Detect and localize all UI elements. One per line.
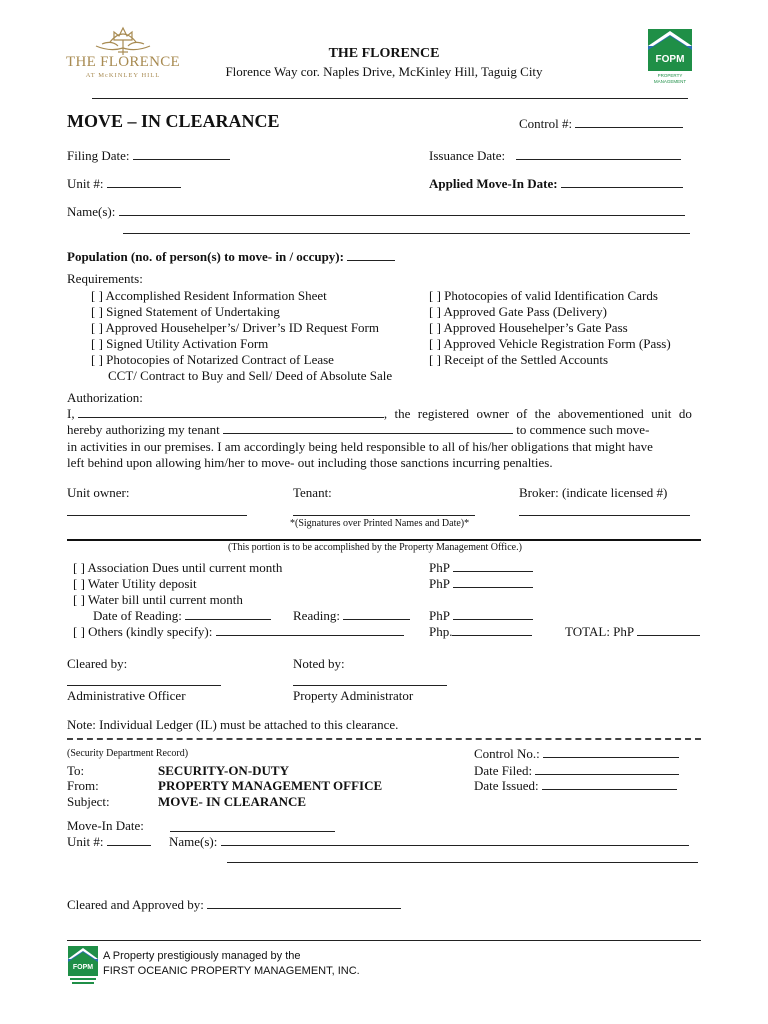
names-label: Name(s): xyxy=(67,204,116,219)
noted-by-line[interactable] xyxy=(293,685,447,686)
signatures-note: *(Signatures over Printed Names and Date)* xyxy=(290,518,470,529)
req-right-4[interactable]: [ ] Receipt of the Settled Accounts xyxy=(429,352,609,367)
auth-line-1 xyxy=(67,406,701,422)
filing-date-line[interactable] xyxy=(133,148,230,160)
cleared-approved-field[interactable] xyxy=(67,897,401,913)
php-field-1[interactable] xyxy=(429,560,533,576)
filing-date-field[interactable] xyxy=(67,148,230,164)
water-bill-item[interactable]: [ ] Water bill until current month xyxy=(73,592,243,607)
php-field-2[interactable] xyxy=(429,576,533,592)
issuance-date-line[interactable] xyxy=(516,148,681,160)
subject-value: MOVE- IN CLEARANCE xyxy=(158,794,307,809)
unit-line[interactable] xyxy=(107,176,181,188)
cleared-approved-line[interactable] xyxy=(207,897,401,909)
security-names-field[interactable] xyxy=(169,834,689,850)
php-label-4: Php. xyxy=(429,624,453,639)
section-divider xyxy=(67,539,701,541)
fopm-house-icon xyxy=(647,28,693,72)
assoc-dues-item[interactable]: [ ] Association Dues until current month xyxy=(73,560,283,575)
population-field[interactable] xyxy=(67,249,395,265)
broker-sign-line[interactable] xyxy=(519,515,690,516)
auth-line-3: in activities in our premises. I am accordingly being held responsible to all of his/her obligations that might have xyxy=(67,439,653,454)
filing-date-label: Filing Date: xyxy=(67,148,130,163)
reading-label: Reading: xyxy=(293,608,340,623)
php-label-3: PhP xyxy=(429,608,450,623)
cleared-by-label: Cleared by: xyxy=(67,656,128,671)
footer-fopm-sub xyxy=(70,978,96,980)
php-label-2: PhP xyxy=(429,576,450,591)
names-field[interactable] xyxy=(67,204,685,220)
footer-fopm-sub-2 xyxy=(72,982,94,984)
php-line-4[interactable] xyxy=(452,624,532,636)
cleared-approved-label: Cleared and Approved by: xyxy=(67,897,204,912)
to-value: SECURITY-ON-DUTY xyxy=(158,763,289,778)
population-label: Population (no. of person(s) to move- in / occupy): xyxy=(67,249,344,264)
fopm-text: FOPM xyxy=(655,54,685,65)
security-names-label: Name(s): xyxy=(169,834,218,849)
prop-admin-label: Property Administrator xyxy=(293,688,414,703)
footer-fopm-house-icon xyxy=(68,946,98,976)
auth-text-2b: to commence such move- xyxy=(516,422,650,437)
date-reading-field[interactable] xyxy=(93,608,271,624)
unit-owner-sign-line[interactable] xyxy=(67,515,247,516)
applied-move-in-line[interactable] xyxy=(561,176,683,188)
security-unit-line[interactable] xyxy=(107,834,151,846)
footer-fopm-text: FOPM xyxy=(72,964,94,971)
tenant-label: Tenant: xyxy=(293,485,332,500)
req-left-4[interactable]: [ ] Photocopies of Notarized Contract of Lease xyxy=(91,352,334,367)
date-issued-line[interactable] xyxy=(542,778,677,790)
tenant-name-line[interactable] xyxy=(223,422,513,434)
auth-i: I, xyxy=(67,406,75,421)
date-filed-line[interactable] xyxy=(535,763,679,775)
cleared-by-line[interactable] xyxy=(67,685,221,686)
auth-line-2 xyxy=(67,422,649,438)
from-value: PROPERTY MANAGEMENT OFFICE xyxy=(158,778,383,793)
others-field[interactable] xyxy=(73,624,404,640)
population-line[interactable] xyxy=(347,249,395,261)
security-names-line-1[interactable] xyxy=(221,834,689,846)
from-label: From: xyxy=(67,778,99,793)
admin-officer-label: Administrative Officer xyxy=(67,688,186,703)
req-left-3[interactable]: [ ] Signed Utility Activation Form xyxy=(91,336,269,351)
date-reading-line[interactable] xyxy=(185,608,271,620)
move-in-date-label: Move-In Date: xyxy=(67,818,144,833)
issuance-date-label: Issuance Date: xyxy=(429,148,506,163)
date-issued-label: Date Issued: xyxy=(474,778,539,793)
req-right-0[interactable]: [ ] Photocopies of valid Identification Cards xyxy=(429,288,658,303)
php-line-2[interactable] xyxy=(453,576,533,588)
form-title: MOVE – IN CLEARANCE xyxy=(67,111,280,131)
req-right-1[interactable]: [ ] Approved Gate Pass (Delivery) xyxy=(429,304,607,319)
header-title: THE FLORENCE xyxy=(328,46,440,61)
req-left-2[interactable]: [ ] Approved Househelper’s/ Driver’s ID Request Form xyxy=(91,320,379,335)
php-field-4[interactable] xyxy=(429,624,532,640)
unit-owner-label: Unit owner: xyxy=(67,485,130,500)
requirements-label: Requirements: xyxy=(67,271,143,286)
footer-line-1: A Property prestigiously managed by the xyxy=(103,950,301,962)
security-unit-label: Unit #: xyxy=(67,834,104,849)
applied-move-in-label: Applied Move-In Date: xyxy=(429,176,558,191)
control-no-label: Control No.: xyxy=(474,746,540,761)
ledger-note: Note: Individual Ledger (IL) must be attached to this clearance. xyxy=(67,717,399,732)
tenant-sign-line[interactable] xyxy=(293,515,475,516)
php-line-3[interactable] xyxy=(453,608,533,620)
fopm-sub1: PROPERTY xyxy=(657,73,683,78)
total-label: TOTAL: PhP xyxy=(565,624,634,639)
names-line-2[interactable] xyxy=(123,233,690,234)
subject-label: Subject: xyxy=(67,794,110,809)
reading-line[interactable] xyxy=(343,608,410,620)
to-label: To: xyxy=(67,763,85,778)
security-unit-field[interactable] xyxy=(67,834,151,850)
unit-label: Unit #: xyxy=(67,176,104,191)
move-in-date-line[interactable] xyxy=(170,831,335,832)
php-field-3[interactable] xyxy=(429,608,533,624)
logo-name: THE FLORENCE xyxy=(66,54,181,70)
total-line[interactable] xyxy=(637,624,700,636)
php-line-1[interactable] xyxy=(453,560,533,572)
auth-text-2a: hereby authorizing my tenant xyxy=(67,422,220,437)
others-line[interactable] xyxy=(216,624,404,636)
reading-field[interactable] xyxy=(293,608,410,624)
cut-line xyxy=(67,738,701,740)
total-field[interactable] xyxy=(565,624,700,640)
applied-move-in-field[interactable] xyxy=(429,176,683,192)
req-left-0[interactable]: [ ] Accomplished Resident Information Sheet xyxy=(91,288,327,303)
authorization-label: Authorization: xyxy=(67,390,143,405)
security-names-line-2[interactable] xyxy=(227,862,698,863)
php-label-1: PhP xyxy=(429,560,450,575)
logo-subtitle: AT McKINLEY HILL xyxy=(85,72,161,79)
date-reading-label: Date of Reading: xyxy=(93,608,182,623)
control-no-line[interactable] xyxy=(543,746,679,758)
others-label: [ ] Others (kindly specify): xyxy=(73,624,213,639)
req-left-1[interactable]: [ ] Signed Statement of Undertaking xyxy=(91,304,280,319)
water-deposit-item[interactable]: [ ] Water Utility deposit xyxy=(73,576,197,591)
issuance-date-field[interactable] xyxy=(429,148,681,164)
date-issued-field[interactable] xyxy=(474,778,677,794)
footer-fopm-logo xyxy=(68,946,98,986)
office-note: (This portion is to be accomplished by the Property Management Office.) xyxy=(228,542,522,553)
control-number-field[interactable] xyxy=(519,116,683,132)
req-left-4-cont: CCT/ Contract to Buy and Sell/ Deed of Absolute Sale xyxy=(108,368,393,383)
broker-label: Broker: (indicate licensed #) xyxy=(519,485,668,500)
control-no-field[interactable] xyxy=(474,746,679,762)
fopm-sub2: MANAGEMENT xyxy=(653,79,687,84)
fopm-logo xyxy=(647,28,693,86)
header-divider xyxy=(92,98,688,99)
date-filed-field[interactable] xyxy=(474,763,679,779)
security-record-label: (Security Department Record) xyxy=(67,748,189,759)
req-right-3[interactable]: [ ] Approved Vehicle Registration Form (Pass) xyxy=(429,336,671,351)
header-address: Florence Way cor. Naples Drive, McKinley Hill, Taguig City xyxy=(225,64,543,79)
owner-name-line[interactable] xyxy=(78,406,384,418)
control-line[interactable] xyxy=(575,116,683,128)
auth-line-4: left behind upon allowing him/her to move- out including those sanctions incurring penalties. xyxy=(67,455,553,470)
date-filed-label: Date Filed: xyxy=(474,763,533,778)
control-label: Control #: xyxy=(519,116,573,131)
names-line-1[interactable] xyxy=(119,204,685,216)
unit-field[interactable] xyxy=(67,176,181,192)
auth-text-1: , the registered owner of the abovementioned unit do xyxy=(383,406,692,421)
noted-by-label: Noted by: xyxy=(293,656,345,671)
footer-line-2: FIRST OCEANIC PROPERTY MANAGEMENT, INC. xyxy=(103,965,360,977)
req-right-2[interactable]: [ ] Approved Househelper’s Gate Pass xyxy=(429,320,628,335)
footer-divider xyxy=(67,940,701,941)
